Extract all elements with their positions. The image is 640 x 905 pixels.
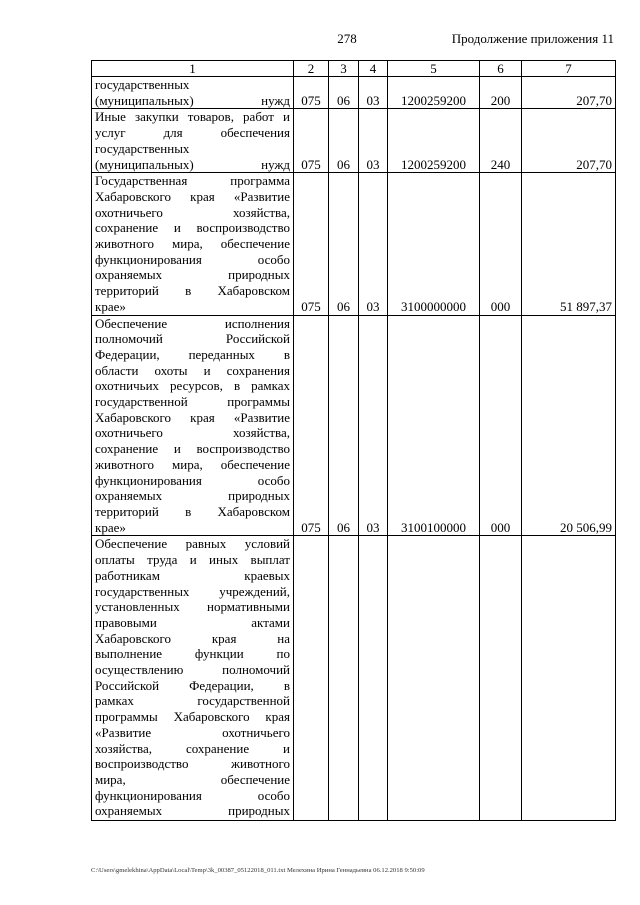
description-line: сохранение и воспроизводство: [95, 220, 290, 236]
table-row: [92, 109, 616, 173]
description-line: Хабаровского края «Развитие: [95, 409, 290, 425]
row-cell-col3: 06: [329, 173, 359, 315]
description-line: животного мира, обеспечение: [95, 456, 290, 472]
row-cell-col4: 03: [359, 109, 388, 173]
description-line: государственных учреждений,: [95, 583, 290, 599]
row-cell-col7: [522, 536, 616, 821]
row-cell-col4: 03: [359, 315, 388, 536]
row-cell-col6: 000: [480, 173, 522, 315]
row-cell-col7: 51 897,37: [522, 173, 616, 315]
description-line: Хабаровского края «Развитие: [95, 188, 290, 204]
description-line: рамках государственной: [95, 693, 290, 709]
description-line: крае»: [95, 298, 126, 314]
table-row: [92, 77, 616, 109]
row-description: [92, 315, 294, 536]
description-line: Российской Федерации, в: [95, 677, 290, 693]
description-line: программы Хабаровского края: [95, 709, 290, 725]
row-cell-col3: [329, 536, 359, 821]
description-line: (муниципальных) нужд: [95, 92, 290, 108]
column-header-3: 3: [329, 61, 359, 77]
row-cell-col2: 075: [294, 315, 329, 536]
table-row: [92, 536, 616, 821]
row-cell-col5: 1200259200: [388, 109, 480, 173]
description-line: охотничьих ресурсов, в рамках: [95, 378, 290, 394]
description-line: (муниципальных) нужд: [95, 156, 290, 172]
description-line: правовыми актами: [95, 614, 290, 630]
row-cell-col4: [359, 536, 388, 821]
description-line: функционирования особо: [95, 251, 290, 267]
column-header-2: 2: [294, 61, 329, 77]
description-line: хозяйства, сохранение и: [95, 740, 290, 756]
row-cell-col2: 075: [294, 109, 329, 173]
description-line: сохранение и воспроизводство: [95, 441, 290, 457]
description-line: охотничьего хозяйства,: [95, 204, 290, 220]
row-description: [92, 173, 294, 315]
description-line: услуг для обеспечения: [95, 125, 290, 141]
column-header-6: 6: [480, 61, 522, 77]
row-cell-col6: 200: [480, 77, 522, 109]
page-number: 278: [337, 31, 357, 46]
description-line: Обеспечение исполнения: [95, 315, 290, 331]
column-header-7: 7: [522, 61, 616, 77]
table-header-row: [92, 61, 616, 77]
description-line: охраняемых природных: [95, 267, 290, 283]
row-cell-col7: 207,70: [522, 109, 616, 173]
description-line: Федерации, переданных в: [95, 346, 290, 362]
description-line: животного мира, обеспечение: [95, 236, 290, 252]
row-cell-col5: 3100100000: [388, 315, 480, 536]
description-line: государственных: [95, 140, 190, 156]
row-cell-col3: 06: [329, 77, 359, 109]
description-line: территорий в Хабаровском: [95, 503, 290, 519]
description-line: Обеспечение равных условий: [95, 536, 290, 552]
row-cell-col3: 06: [329, 109, 359, 173]
column-header-4: 4: [359, 61, 388, 77]
table-row: [92, 173, 616, 315]
row-cell-col2: 075: [294, 173, 329, 315]
row-cell-col4: 03: [359, 77, 388, 109]
description-line: оплаты труда и иных выплат: [95, 552, 290, 568]
row-cell-col3: 06: [329, 315, 359, 536]
row-cell-col5: 3100000000: [388, 173, 480, 315]
description-line: охраняемых природных: [95, 488, 290, 504]
description-line: воспроизводство животного: [95, 756, 290, 772]
row-cell-col7: 207,70: [522, 77, 616, 109]
description-line: выполнение функции по: [95, 646, 290, 662]
row-description: [92, 109, 294, 173]
table-row: [92, 315, 616, 536]
description-line: государственных: [95, 77, 190, 92]
description-line: области охоты и сохранения: [95, 362, 290, 378]
description-line: крае»: [95, 519, 126, 535]
budget-table: [91, 60, 616, 821]
description-line: функционирования особо: [95, 787, 290, 803]
row-cell-col7: 20 506,99: [522, 315, 616, 536]
description-line: Иные закупки товаров, работ и: [95, 109, 290, 125]
description-line: мира, обеспечение: [95, 771, 290, 787]
description-line: территорий в Хабаровском: [95, 283, 290, 299]
description-line: установленных нормативными: [95, 599, 290, 615]
description-line: осуществлению полномочий: [95, 662, 290, 678]
appendix-continuation-note: Продолжение приложения 11: [451, 31, 614, 46]
description-line: охраняемых природных: [95, 803, 290, 819]
row-cell-col2: 075: [294, 77, 329, 109]
description-line: государственной программы: [95, 394, 290, 410]
column-header-1: 1: [92, 61, 294, 77]
description-line: «Развитие охотничьего: [95, 724, 290, 740]
row-cell-col2: [294, 536, 329, 821]
row-description: [92, 77, 294, 109]
footer-file-path: C:\Users\gmelekhina\AppData\Local\Temp\3k_00387_05122018_011.txt Мелехина Ирина Геннадьевна 06.12.2018 9:50:09: [91, 867, 425, 874]
row-description: [92, 536, 294, 821]
row-cell-col6: 000: [480, 315, 522, 536]
row-cell-col5: 1200259200: [388, 77, 480, 109]
description-line: охотничьего хозяйства,: [95, 425, 290, 441]
column-header-5: 5: [388, 61, 480, 77]
description-line: Государственная программа: [95, 173, 290, 189]
row-cell-col6: [480, 536, 522, 821]
row-cell-col4: 03: [359, 173, 388, 315]
description-line: работникам краевых: [95, 567, 290, 583]
description-line: полномочий Российской: [95, 331, 290, 347]
description-line: Хабаровского края на: [95, 630, 290, 646]
row-cell-col6: 240: [480, 109, 522, 173]
table-body: [92, 77, 616, 821]
description-line: функционирования особо: [95, 472, 290, 488]
row-cell-col5: [388, 536, 480, 821]
